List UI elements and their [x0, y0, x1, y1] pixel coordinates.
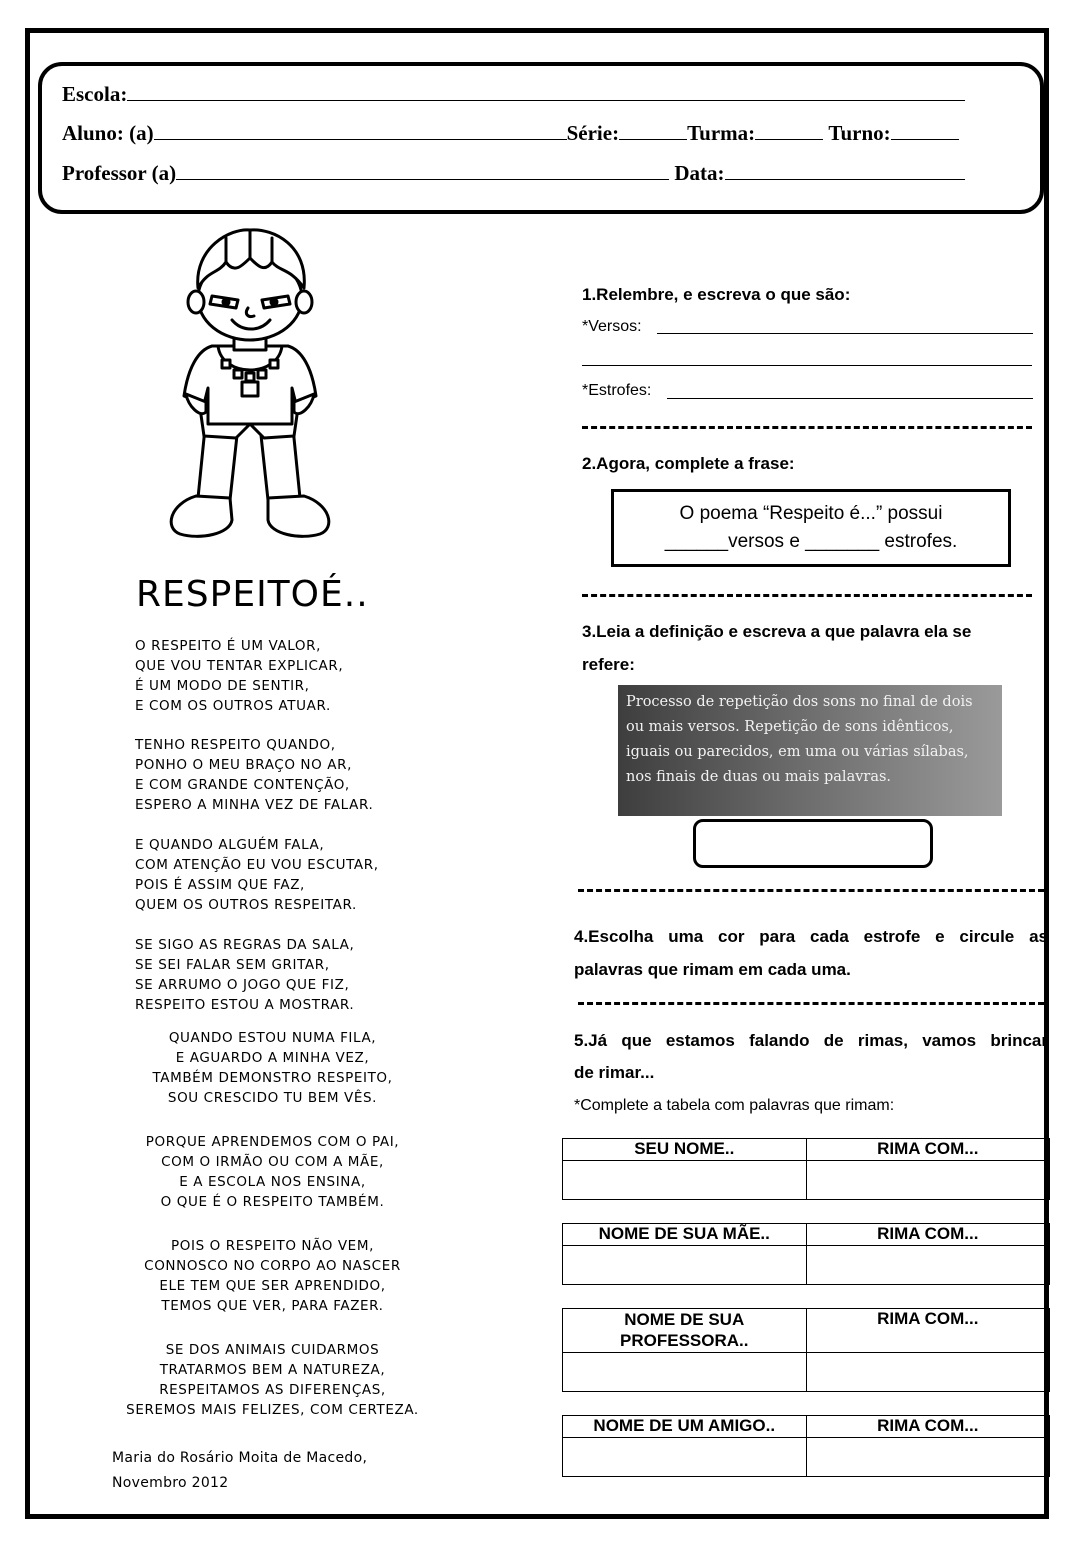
definition-box: Processo de repetição dos sons no final de dois ou mais versos. Repetição de sons idênticos, iguais ou parecidos, em uma ou várias sílabas, nos finais de duas ou mais palavras.	[618, 685, 1002, 816]
q4-line-1: 4.Escolha uma cor para cada estrofe e circule as	[574, 927, 1048, 946]
turno-label: Turno:	[828, 121, 891, 145]
q1-estrofes-row	[582, 382, 651, 400]
professor-field[interactable]	[176, 161, 669, 180]
poem-title: RESPEITOÉ..	[136, 574, 369, 615]
escola-field[interactable]	[127, 82, 965, 101]
professor-label: Professor (a)	[62, 161, 177, 185]
serie-label: Série:	[566, 121, 620, 145]
poem-author: Maria do Rosário Moita de Macedo,	[112, 1450, 368, 1466]
estrofes-label: *Estrofes:	[582, 382, 652, 399]
q4-line-2: palavras que rimam em cada uma.	[574, 960, 851, 979]
poem-stanza-4: SE SIGO AS REGRAS DA SALA, SE SEI FALAR SEM GRITAR, SE ARRUMO O JOGO QUE FIZ, RESPEITO ESTOU A MOSTRAR.	[135, 937, 355, 1013]
q3-answer-box[interactable]	[693, 819, 933, 868]
poem-stanza-1: O RESPEITO É UM VALOR, QUE VOU TENTAR EXPLICAR, É UM MODO DE SENTIR, E COM OS OUTROS ATUAR.	[135, 638, 344, 714]
rhyme-table-header-right: RIMA COM...	[806, 1224, 1050, 1246]
divider-2	[582, 594, 1032, 597]
rhyme-table-header-left: SEU NOME..	[563, 1139, 807, 1161]
data-field[interactable]	[725, 161, 965, 180]
q2-line-2: ______versos e _______ estrofes.	[664, 531, 958, 552]
q5-line-1: 5.Já que estamos falando de rimas, vamos brincar	[574, 1031, 1048, 1050]
escola-label: Escola:	[62, 82, 128, 106]
q2-line-1: O poema “Respeito é...” possui	[679, 503, 943, 524]
rhyme-table-header-left: NOME DE UM AMIGO..	[563, 1416, 807, 1438]
poem-stanza-8: SE DOS ANIMAIS CUIDARMOS TRATARMOS BEM A NATUREZA, RESPEITAMOS AS DIFERENÇAS, SEREMOS MAIS FELIZES, COM CERTEZA.	[126, 1342, 419, 1418]
poem-author-block	[112, 1446, 367, 1496]
rhyme-answer-cell[interactable]	[806, 1438, 1050, 1477]
rhyme-table-header-left: NOME DE SUA MÃE..	[563, 1224, 807, 1246]
rhyme-table-header-right: RIMA COM...	[806, 1416, 1050, 1438]
rhyme-answer-cell[interactable]	[563, 1438, 807, 1477]
poem-stanza-2: TENHO RESPEITO QUANDO, PONHO O MEU BRAÇO NO AR, E COM GRANDE CONTENÇÃO, ESPERO A MINHA VEZ DE FALAR.	[135, 737, 374, 813]
rhyme-answer-cell[interactable]	[806, 1246, 1050, 1285]
rhyme-answer-cell[interactable]	[563, 1246, 807, 1285]
rhyme-answer-cell[interactable]	[563, 1161, 807, 1200]
aluno-label: Aluno: (a)	[62, 121, 154, 145]
rhyme-table-3	[562, 1308, 1050, 1392]
q3-title-line-2: refere:	[582, 655, 635, 674]
aluno-field[interactable]	[154, 121, 567, 140]
rhyme-table-4	[562, 1415, 1050, 1477]
q1-versos-row	[582, 318, 642, 336]
rhyme-table-header-right: RIMA COM...	[806, 1139, 1050, 1161]
turma-label: Turma:	[687, 121, 756, 145]
poem-stanza-6: PORQUE APRENDEMOS COM O PAI, COM O IRMÃO OU COM A MÃE, E A ESCOLA NOS ENSINA, O QUE É O RESPEITO TAMBÉM.	[145, 1134, 400, 1210]
serie-field[interactable]	[619, 121, 687, 140]
turno-field[interactable]	[891, 121, 959, 140]
rhyme-table-1	[562, 1138, 1050, 1200]
q5-line-2: de rimar...	[574, 1063, 655, 1082]
q2-sentence-box[interactable]	[611, 489, 1011, 567]
q5-instruction: *Complete a tabela com palavras que rimam:	[574, 1097, 895, 1114]
rhyme-table-header-right: RIMA COM...	[806, 1309, 1050, 1353]
poem-stanza-5: QUANDO ESTOU NUMA FILA, E AGUARDO A MINHA VEZ, TAMBÉM DEMONSTRO RESPEITO, SOU CRESCIDO TU BEM VÊS.	[152, 1030, 393, 1106]
q3-title-line-1: 3.Leia a definição e escreva a que palavra ela se	[582, 622, 972, 641]
professor-row	[62, 161, 965, 186]
q1-title: 1.Relembre, e escreva o que são:	[582, 285, 851, 304]
versos-label: *Versos:	[582, 318, 642, 335]
divider-4	[578, 1002, 1044, 1005]
poem-stanza-3: E QUANDO ALGUÉM FALA, COM ATENÇÃO EU VOU ESCUTAR, POIS É ASSIM QUE FAZ, QUEM OS OUTROS RESPEITAR.	[135, 837, 379, 913]
rhyme-table-2	[562, 1223, 1050, 1285]
poem-date: Novembro 2012	[112, 1475, 229, 1491]
versos-answer-line[interactable]	[657, 333, 1033, 334]
divider-3	[578, 889, 1044, 892]
data-label: Data:	[674, 161, 725, 185]
estrofes-answer-line[interactable]	[667, 398, 1033, 399]
divider-1	[582, 426, 1032, 429]
q2-title: 2.Agora, complete a frase:	[582, 454, 795, 473]
rhyme-answer-cell[interactable]	[806, 1161, 1050, 1200]
boy-illustration	[160, 228, 340, 550]
aluno-row	[62, 121, 959, 146]
versos-answer-line-2[interactable]	[582, 365, 1032, 366]
poem-stanza-7: POIS O RESPEITO NÃO VEM, CONNOSCO NO CORPO AO NASCER ELE TEM QUE SER APRENDIDO, TEMOS QUE VER, PARA FAZER.	[144, 1238, 401, 1314]
turma-field[interactable]	[755, 121, 823, 140]
rhyme-answer-cell[interactable]	[806, 1353, 1050, 1392]
rhyme-table-header-left: NOME DE SUA PROFESSORA..	[563, 1309, 807, 1353]
escola-row	[62, 82, 965, 107]
student-info-header	[38, 62, 1044, 214]
rhyme-answer-cell[interactable]	[563, 1353, 807, 1392]
